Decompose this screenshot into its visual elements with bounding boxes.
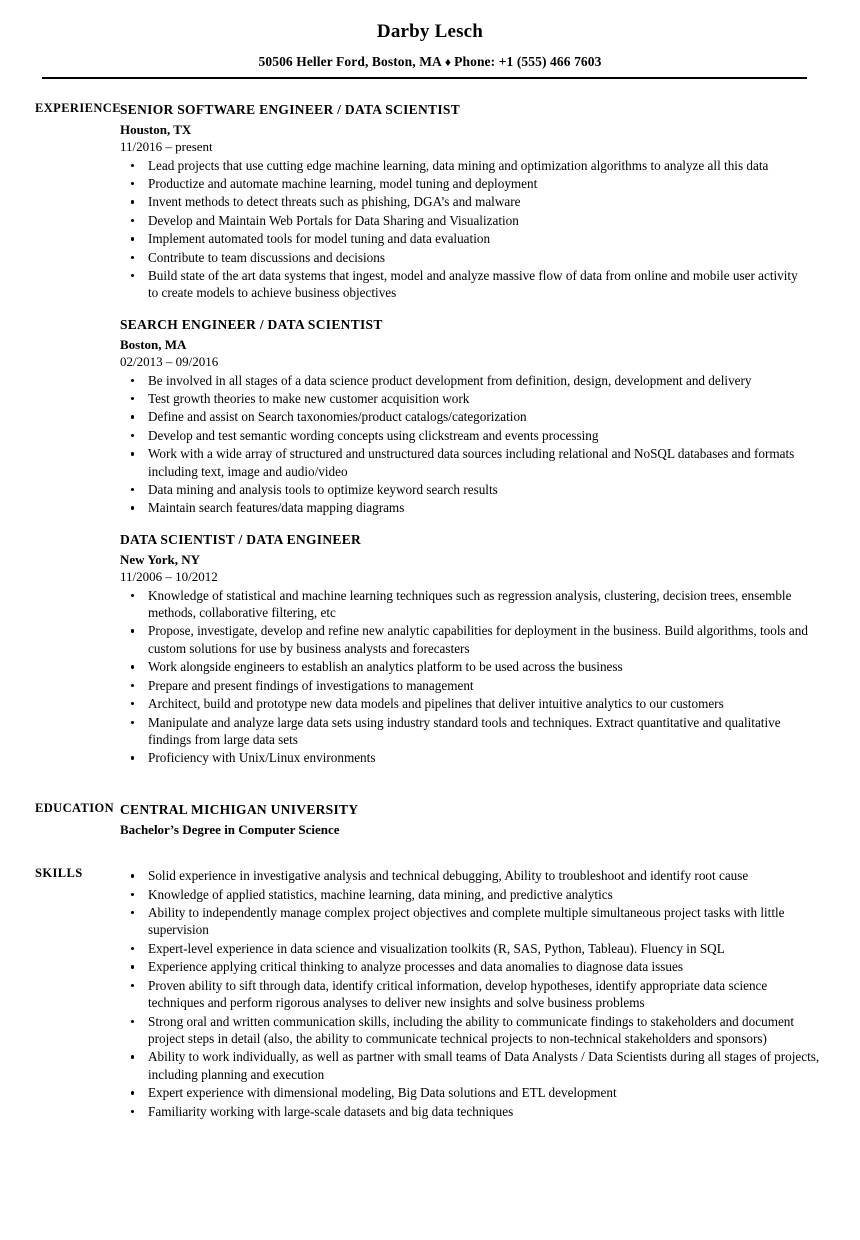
bullet-item: Expert-level experience in data science and visualization toolkits (R, SAS, Python, Tableau). Fluency in SQL bbox=[120, 940, 820, 957]
skills-bullet-list bbox=[120, 867, 820, 1120]
section-skills bbox=[0, 866, 860, 1121]
bullet-item: Ability to work individually, as well as partner with small teams of Data Analysts / Data Scientists during all stages of projects, including planning and execution bbox=[120, 1048, 820, 1083]
bullet-item: Contribute to team discussions and decisions bbox=[120, 249, 810, 266]
bullet-item: Test growth theories to make new customer acquisition work bbox=[120, 390, 810, 407]
experience-entry bbox=[120, 101, 810, 302]
header-divider bbox=[42, 77, 807, 79]
bullet-item: Architect, build and prototype new data models and pipelines that deliver intuitive analytics to our customers bbox=[120, 695, 810, 712]
bullet-item: Prepare and present findings of investigations to management bbox=[120, 677, 810, 694]
contact-address: 50506 Heller Ford, Boston, MA bbox=[258, 53, 442, 69]
bullet-item: Propose, investigate, develop and refine new analytic capabilities for deployment in the business. Build algorithms, tools and custom solutions for use by business analysts and forecasters bbox=[120, 622, 810, 657]
bullet-item: Implement automated tools for model tuning and data evaluation bbox=[120, 230, 810, 247]
bullet-item: Lead projects that use cutting edge machine learning, data mining and optimization algorithms to analyze all this data bbox=[120, 157, 810, 174]
bullet-item: Proven ability to sift through data, identify critical information, develop hypotheses, identify appropriate data science techniques and perform rigorous analyses to deliver new insights and solve business problems bbox=[120, 977, 820, 1012]
bullet-item: Invent methods to detect threats such as phishing, DGA’s and malware bbox=[120, 193, 810, 210]
bullet-item: Proficiency with Unix/Linux environments bbox=[120, 749, 810, 766]
bullet-item: Manipulate and analyze large data sets using industry standard tools and techniques. Extract quantitative and qualitative findings from large data sets bbox=[120, 714, 810, 749]
job-dates: 11/2016 – present bbox=[120, 138, 213, 154]
bullet-item: Knowledge of applied statistics, machine learning, data mining, and predictive analytics bbox=[120, 886, 820, 903]
education-content bbox=[120, 801, 860, 839]
section-label-education: EDUCATION bbox=[35, 800, 115, 815]
job-dates: 11/2006 – 10/2012 bbox=[120, 568, 218, 584]
bullet-item: Be involved in all stages of a data science product development from definition, design, development and delivery bbox=[120, 372, 810, 389]
job-bullet-list bbox=[120, 372, 810, 517]
bullet-item: Work with a wide array of structured and unstructured data sources including relational and NoSQL databases and formats including text, image and audio/video bbox=[120, 445, 810, 480]
job-location: New York, NY bbox=[120, 552, 201, 568]
job-location: Boston, MA bbox=[120, 337, 187, 353]
bullet-item: Develop and Maintain Web Portals for Data Sharing and Visualization bbox=[120, 212, 810, 229]
job-bullet-list bbox=[120, 157, 810, 302]
bullet-item: Productize and automate machine learning, model tuning and deployment bbox=[120, 175, 810, 192]
experience-content bbox=[120, 101, 860, 768]
bullet-item: Build state of the art data systems that ingest, model and analyze massive flow of data from online and mobile user activity to create models to achieve business objectives bbox=[120, 267, 810, 302]
bullet-item: Data mining and analysis tools to optimize keyword search results bbox=[120, 481, 810, 498]
job-title: SEARCH ENGINEER / DATA SCIENTIST bbox=[120, 316, 383, 332]
education-school: CENTRAL MICHIGAN UNIVERSITY bbox=[120, 801, 359, 817]
job-bullet-list bbox=[120, 587, 810, 767]
contact-phone: Phone: +1 (555) 466 7603 bbox=[454, 53, 602, 69]
job-dates: 02/2013 – 09/2016 bbox=[120, 353, 219, 369]
job-title: SENIOR SOFTWARE ENGINEER / DATA SCIENTIST bbox=[120, 101, 461, 117]
bullet-item: Develop and test semantic wording concepts using clickstream and events processing bbox=[120, 427, 810, 444]
bullet-item: Expert experience with dimensional modeling, Big Data solutions and ETL development bbox=[120, 1084, 820, 1101]
experience-entry bbox=[120, 531, 810, 767]
job-location: Houston, TX bbox=[120, 122, 192, 138]
section-experience bbox=[0, 101, 860, 768]
resume-header bbox=[0, 0, 860, 79]
bullet-item: Strong oral and written communication skills, including the ability to communicate findings to stakeholders and document project steps in detail (also, the ability to communicate technical projects to non-technical stakeholders and sponsors) bbox=[120, 1013, 820, 1048]
skills-content bbox=[120, 866, 860, 1121]
bullet-item: Define and assist on Search taxonomies/product catalogs/categorization bbox=[120, 408, 810, 425]
contact-line bbox=[0, 54, 860, 70]
bullet-item: Maintain search features/data mapping diagrams bbox=[120, 499, 810, 516]
section-education bbox=[0, 801, 860, 839]
education-degree: Bachelor’s Degree in Computer Science bbox=[120, 822, 340, 837]
bullet-item: Knowledge of statistical and machine learning techniques such as regression analysis, clustering, decision trees, ensemble methods, collaborative filtering, etc bbox=[120, 587, 810, 622]
candidate-name: Darby Lesch bbox=[376, 21, 484, 42]
bullet-item: Experience applying critical thinking to analyze processes and data anomalies to diagnose data issues bbox=[120, 958, 820, 975]
section-label-experience: EXPERIENCE bbox=[35, 100, 121, 115]
bullet-item: Work alongside engineers to establish an analytics platform to be used across the business bbox=[120, 658, 810, 675]
bullet-item: Familiarity working with large-scale datasets and big data techniques bbox=[120, 1103, 820, 1120]
section-label-skills: SKILLS bbox=[35, 866, 83, 881]
job-title: DATA SCIENTIST / DATA ENGINEER bbox=[120, 531, 362, 547]
bullet-item: Solid experience in investigative analysis and technical debugging, Ability to troubleshoot and identify root cause bbox=[120, 867, 820, 884]
experience-entry bbox=[120, 316, 810, 517]
bullet-item: Ability to independently manage complex project objectives and complete multiple simultaneous project tasks with little supervision bbox=[120, 904, 820, 939]
diamond-separator-icon: ♦ bbox=[444, 54, 452, 69]
